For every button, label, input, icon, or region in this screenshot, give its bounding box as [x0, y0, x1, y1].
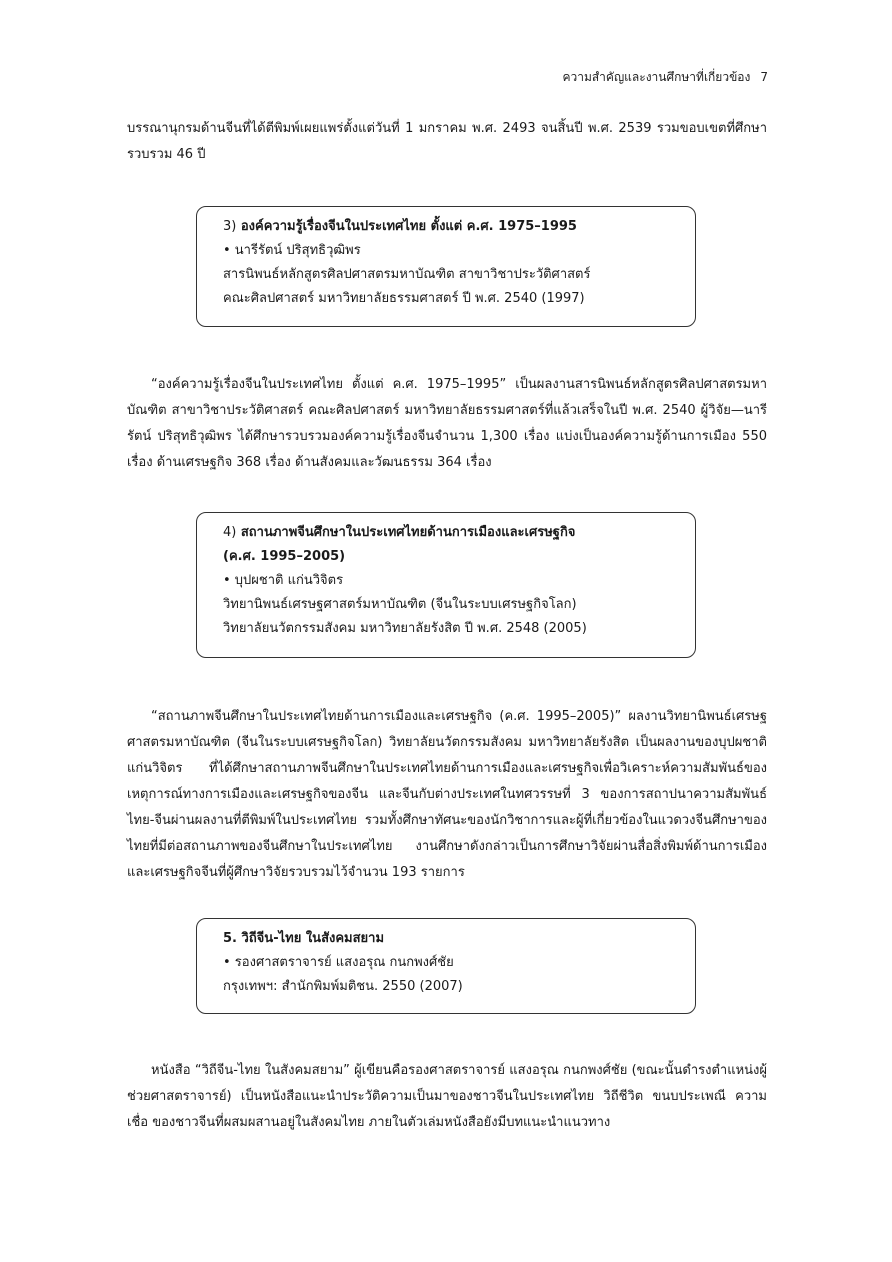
reference-title	[223, 215, 695, 239]
reference-author: • นารีรัตน์ ปริสุทธิวุฒิพร	[223, 243, 361, 258]
reference-author: • รองศาสตราจารย์ แสงอรุณ กนกพงศ์ชัย	[223, 955, 454, 970]
reference-number: 5.	[223, 931, 237, 946]
reference-detail: กรุงเทพฯ: สำนักพิมพ์มติชน. 2550 (2007)	[223, 979, 463, 994]
paragraph-reference-3: “องค์ความรู้เรื่องจีนในประเทศไทย ตั้งแต่ ค.ศ. 1975–1995” เป็นผลงานสารนิพนธ์หลักสูตรศิลปศาสตรมหาบัณฑิต สาขาวิชาประวัติศาสตร์ คณะศิลปศาสตร์ มหาวิทยาลัยธรรมศาสตร์ที่แล้วเสร็จในปี พ.ศ. 2540 ผู้วิจัย—นารีรัตน์ ปริสุทธิวุฒิพร ได้ศึกษารวบรวมองค์ความรู้เรื่องจีนจำนวน 1,300 เรื่อง แบ่งเป็นองค์ความรู้ด้านการเมือง 550 เรื่อง ด้านเศรษฐกิจ 368 เรื่อง ด้านสังคมและวัฒนธรรม 364 เรื่อง	[127, 377, 767, 470]
reference-title-text: องค์ความรู้เรื่องจีนในประเทศไทย ตั้งแต่ ค.ศ. 1975–1995	[240, 219, 577, 234]
reference-box-3	[196, 206, 696, 327]
paragraph-reference-5: หนังสือ “วิถีจีน-ไทย ในสังคมสยาม” ผู้เขียนคือรองศาสตราจารย์ แสงอรุณ กนกพงศ์ชัย (ขณะนั้นดำรงตำแหน่งผู้ช่วยศาสตราจารย์) เป็นหนังสือแนะนำประวัติความเป็นมาของชาวจีนในประเทศไทย วิถีชีวิต ขนบประเพณี ความเชื่อ ของชาวจีนที่ผสมผสานอยู่ในสังคมไทย ภายในตัวเล่มหนังสือยังมีบทแนะนำแนวทาง	[127, 1063, 767, 1130]
reference-box-4	[196, 512, 696, 658]
page-number: 7	[760, 70, 768, 84]
reference-title	[223, 927, 695, 951]
reference-detail: คณะศิลปศาสตร์ มหาวิทยาลัยธรรมศาสตร์ ปี พ.ศ. 2540 (1997)	[223, 291, 585, 306]
reference-detail: วิทยานิพนธ์เศรษฐศาสตร์มหาบัณฑิต (จีนในระบบเศรษฐกิจโลก)	[223, 597, 577, 612]
reference-title-line2: (ค.ศ. 1995–2005)	[223, 549, 346, 564]
running-header	[562, 68, 768, 87]
paragraph-intro-continuation: บรรณานุกรมด้านจีนที่ได้ตีพิมพ์เผยแพร่ตั้งแต่วันที่ 1 มกราคม พ.ศ. 2493 จนสิ้นปี พ.ศ. 2539 รวมขอบเขตที่ศึกษารวบรวม 46 ปี	[127, 121, 767, 162]
reference-author: • บุปผชาติ แก่นวิจิตร	[223, 573, 344, 588]
chapter-title: ความสำคัญและงานศึกษาที่เกี่ยวข้อง	[562, 70, 751, 84]
reference-title-text: วิถีจีน-ไทย ในสังคมสยาม	[241, 931, 385, 946]
reference-number: 3)	[223, 219, 237, 234]
paragraph-reference-4: “สถานภาพจีนศึกษาในประเทศไทยด้านการเมืองและเศรษฐกิจ (ค.ศ. 1995–2005)” ผลงานวิทยานิพนธ์เศรษฐศาสตรมหาบัณฑิต (จีนในระบบเศรษฐกิจโลก) วิทยาลัยนวัตกรรมสังคม มหาวิทยาลัยรังสิต เป็นผลงานของบุปผชาติ แก่นวิจิตร ที่ได้ศึกษาสถานภาพจีนศึกษาในประเทศไทยด้านการเมืองและเศรษฐกิจเพื่อวิเคราะห์ความสัมพันธ์ของเหตุการณ์ทางการเมืองและเศรษฐกิจของจีน และจีนกับต่างประเทศในทศวรรษที่ 3 ของการสถาปนาความสัมพันธ์ไทย-จีนผ่านผลงานที่ตีพิมพ์ในประเทศไทย รวมทั้งศึกษาทัศนะของนักวิชาการและผู้ที่เกี่ยวข้องในแวดวงจีนศึกษาของไทยที่มีต่อสถานภาพของจีนศึกษาในประเทศไทย งานศึกษาดังกล่าวเป็นการศึกษาวิจัยผ่านสื่อสิ่งพิมพ์ด้านการเมืองและเศรษฐกิจจีนที่ผู้ศึกษาวิจัยรวบรวมไว้จำนวน 193 รายการ	[127, 709, 767, 880]
reference-detail: วิทยาลัยนวัตกรรมสังคม มหาวิทยาลัยรังสิต ปี พ.ศ. 2548 (2005)	[223, 621, 587, 636]
reference-title	[223, 521, 695, 545]
reference-box-5	[196, 918, 696, 1014]
reference-detail: สารนิพนธ์หลักสูตรศิลปศาสตรมหาบัณฑิต สาขาวิชาประวัติศาสตร์	[223, 267, 591, 282]
reference-number: 4)	[223, 525, 237, 540]
reference-title-text: สถานภาพจีนศึกษาในประเทศไทยด้านการเมืองและเศรษฐกิจ	[240, 525, 576, 540]
